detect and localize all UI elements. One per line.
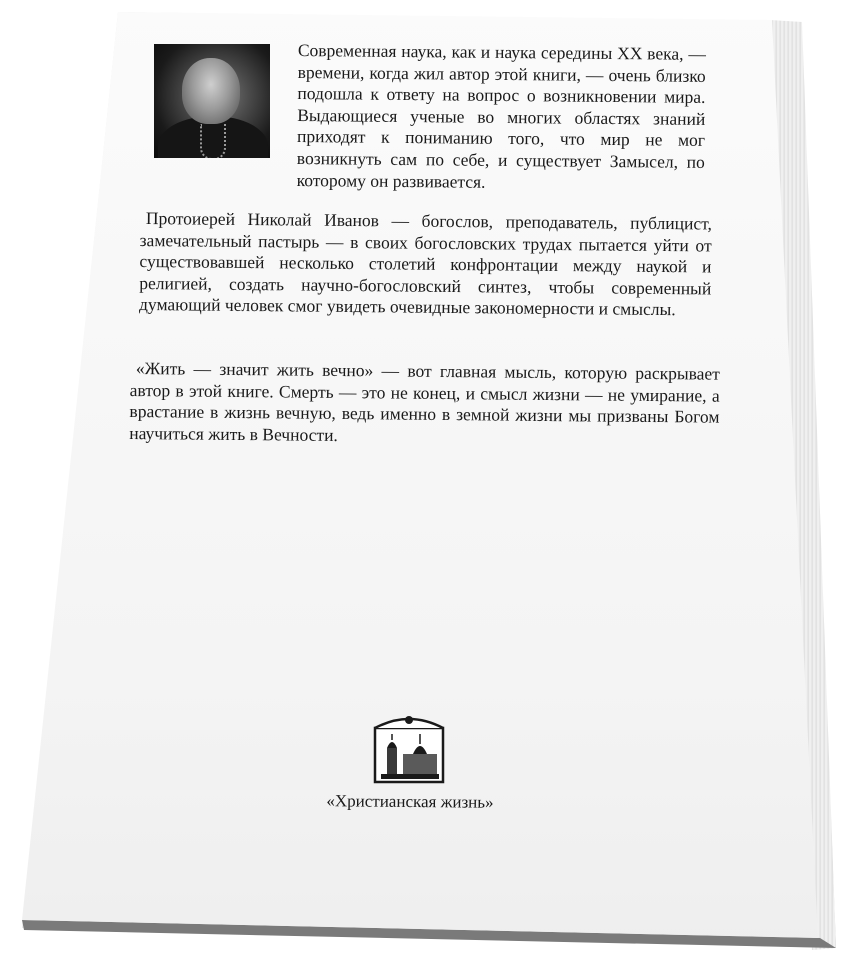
paragraph-intro: Современная наука, как и наука середины XX века, — времени, когда жил автор этой книги, — очень близко подошла к ответу на вопрос о возникновении мира. Выдающиеся ученые во многих областях знаний приходят к пониманию того, что мир не мог возникнуть сам по себе, и существует Замысел, по которому он развивается.	[296, 40, 706, 192]
paragraph-main-idea: «Жить — значит жить вечно» — вот главная мысль, которую раскрывает автор в этой книге. Смерть — это не конец, и смысл жизни — не умирание, а врастание в жизнь вечную, ведь именно в земной жизни мы призваны Богом научиться жить в Вечности.	[129, 358, 720, 445]
publisher-name: «Христианская жизнь»	[326, 791, 494, 812]
church-logo-icon	[373, 712, 445, 784]
paragraph-author: Протоиерей Николай Иванов — богослов, преподаватель, публицист, замечательный пастырь — в своих богословских трудах пытается уйти от существовавшей несколько столетий конфронтации между наукой и религией, создать научно-богословский синтез, чтобы современный думающий человек смог увидеть очевидные закономерности и смыслы.	[138, 208, 712, 320]
author-photo	[154, 44, 270, 158]
